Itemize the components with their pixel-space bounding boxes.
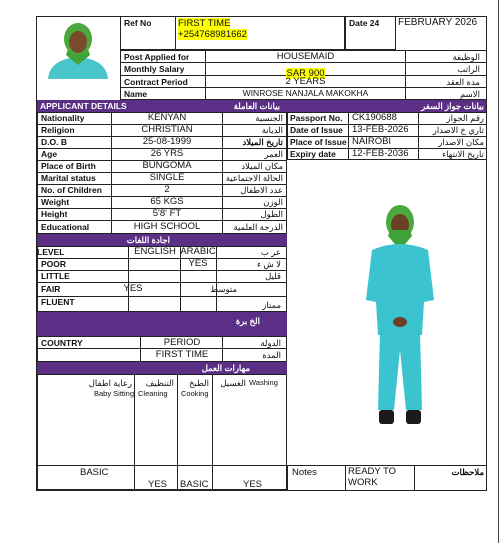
skills-header-ar: مهارات العمل — [201, 363, 250, 373]
applicant-ar: عدد الاطفال — [240, 185, 283, 195]
period-ar: المدة — [262, 350, 281, 360]
country-ar: الدولة — [260, 338, 281, 348]
applicant-value: 5'8' FT — [152, 208, 182, 219]
notes-label: Notes — [292, 467, 317, 478]
skill-vdiv-2 — [177, 374, 178, 490]
notes-vdiv-2 — [345, 465, 346, 491]
table-row — [37, 220, 287, 234]
skill-value-cook: BASIC — [180, 479, 209, 490]
name-ar: الاسم — [460, 89, 480, 99]
name-value: WINROSE NANJALA MAKOKHA — [242, 88, 369, 98]
passport-label: Expiry date — [290, 149, 336, 159]
notes-ar: ملاحظات — [451, 467, 484, 477]
skill-en-clean: Cleaning — [138, 389, 168, 398]
english-header: ENGLISH — [134, 246, 176, 257]
post-ar: الوظيفة — [452, 52, 480, 62]
level-label: LEVEL — [37, 247, 65, 257]
contract-value: 2 YEARS — [285, 76, 326, 87]
applicant-ar: العمر — [264, 149, 283, 159]
notes-vdiv-3 — [414, 465, 415, 491]
frame-bottom — [36, 490, 487, 491]
salary-ar: الراتب — [457, 64, 480, 74]
date-cell — [345, 16, 396, 50]
applicant-value: 26 YRS — [150, 148, 184, 159]
applicant-ar: تاريخ الميلاد — [242, 137, 283, 147]
ref-label: Ref No — [124, 18, 152, 28]
applicant-label: Weight — [41, 197, 70, 207]
skill-ar-wash: الغسيل — [220, 378, 246, 388]
table-row — [37, 282, 287, 297]
applicant-value: KENYAN — [147, 112, 187, 123]
applicant-header-ar: بيانات العاملة — [233, 101, 280, 111]
lang-level: FAIR — [41, 284, 61, 294]
table-row — [287, 148, 487, 160]
applicant-value: BUNGOMA — [142, 160, 192, 171]
skill-value-clean: YES — [148, 479, 168, 490]
date-label: Date 24 — [349, 18, 380, 28]
period-value: FIRST TIME — [155, 349, 209, 360]
date-value: FEBRUARY 2026 — [398, 17, 478, 28]
applicant-ar: الطول — [260, 209, 283, 219]
languages-header-ar: اجادة اللغات — [126, 235, 170, 245]
skill-ar-clean: التنظيف — [145, 378, 174, 388]
post-value: HOUSEMAID — [276, 51, 335, 62]
lang-level: FLUENT — [41, 297, 75, 307]
salary-label: Monthly Salary — [124, 64, 185, 74]
passport-label: Place of Issue — [290, 137, 347, 147]
skill-value-baby: BASIC — [80, 467, 109, 478]
applicant-photo-small — [38, 19, 118, 79]
lang-ar: لا ش ء — [257, 259, 281, 269]
contract-ar: مدة العقد — [446, 77, 480, 87]
applicant-photo-full — [350, 200, 450, 440]
passport-value: 13-FEB-2026 — [352, 124, 409, 135]
scrollbar-edge — [498, 0, 499, 543]
table-row — [37, 348, 287, 362]
applicant-value: HIGH SCHOOL — [133, 221, 201, 232]
notes-value: READY TO WORK — [348, 466, 397, 488]
applicant-value: SINGLE — [149, 172, 185, 183]
lang-english: YES — [123, 283, 143, 294]
applicant-ar: الجنسية — [255, 113, 283, 123]
lang-ar: ممتاز — [262, 300, 281, 310]
passport-value: CK190688 — [352, 112, 397, 123]
contract-label: Contract Period — [124, 77, 188, 87]
job-vdiv-ar — [405, 50, 406, 100]
arabic-header: ARABIC — [180, 246, 216, 257]
applicant-header-en: APPLICANT DETAILS — [40, 101, 127, 111]
passport-header-ar: بيانات جواز السفر — [421, 101, 484, 111]
ref-value-line2: +254768981662 — [178, 29, 247, 40]
applicant-label: Religion — [41, 125, 75, 135]
applicant-label: D.O. B — [41, 137, 67, 147]
passport-value: NAIROBI — [352, 136, 392, 147]
skill-ar-baby: رعاية اطفال — [88, 378, 132, 388]
applicant-label: Height — [41, 209, 68, 219]
passport-ar: مكان الاصدار — [438, 137, 484, 147]
country-label: COUNTRY — [41, 338, 83, 348]
applicant-ar: الوزن — [263, 197, 283, 207]
skill-ar-cook: الطبخ — [189, 378, 209, 388]
table-row — [37, 296, 287, 312]
passport-value: 12-FEB-2036 — [352, 148, 409, 159]
applicant-value: 25-08-1999 — [142, 136, 192, 147]
applicant-value: 2 — [164, 184, 170, 195]
passport-label: Date of Issue — [290, 125, 343, 135]
skill-hdiv — [37, 465, 287, 466]
lang-ar: متوسط — [210, 284, 237, 294]
passport-label: Passport No. — [290, 113, 343, 123]
passport-ar: تاري خ الاصدار — [432, 125, 484, 135]
lang-level: POOR — [41, 259, 67, 269]
applicant-label: No. of Children — [41, 185, 102, 195]
name-label: Name — [124, 89, 148, 99]
applicant-label: Educational — [41, 222, 90, 232]
applicant-ar: الحالة الاجتماعية — [225, 173, 283, 183]
applicant-ar: مكان الميلاد — [241, 161, 283, 171]
skill-en-wash: Washing — [249, 378, 278, 387]
ref-value-line1: FIRST TIME — [178, 18, 231, 29]
period-header: PERIOD — [163, 337, 201, 348]
applicant-value: 65 KGS — [150, 196, 184, 207]
lang-level: LITTLE — [41, 271, 70, 281]
post-label: Post Applied for — [124, 52, 190, 62]
applicant-ar: الدرجة العلمية — [233, 222, 283, 232]
lang-ar: قليل — [265, 271, 281, 281]
skill-vdiv-1 — [134, 374, 135, 490]
lang-arabic: YES — [188, 258, 208, 269]
passport-ar: تاريخ الانتهاء — [442, 149, 484, 159]
salary-value: SAR 900 — [286, 68, 325, 79]
notes-vdiv-1 — [287, 465, 288, 491]
applicant-value: CHRISTIAN — [141, 124, 193, 135]
skill-value-wash: YES — [243, 479, 263, 490]
skill-vdiv-3 — [212, 374, 213, 490]
applicant-label: Marital status — [41, 173, 96, 183]
applicant-label: Nationality — [41, 113, 85, 123]
level-ar: عر ب — [260, 247, 281, 257]
skill-en-cook: Cooking — [181, 389, 209, 398]
applicant-label: Age — [41, 149, 58, 159]
applicant-ar: الديانة — [261, 125, 283, 135]
experience-header-ar: الخ برة — [235, 316, 260, 326]
passport-ar: رقم الجواز — [446, 113, 484, 123]
skill-en-baby: Baby Sitting — [94, 389, 135, 398]
applicant-label: Place of Birth — [41, 161, 96, 171]
